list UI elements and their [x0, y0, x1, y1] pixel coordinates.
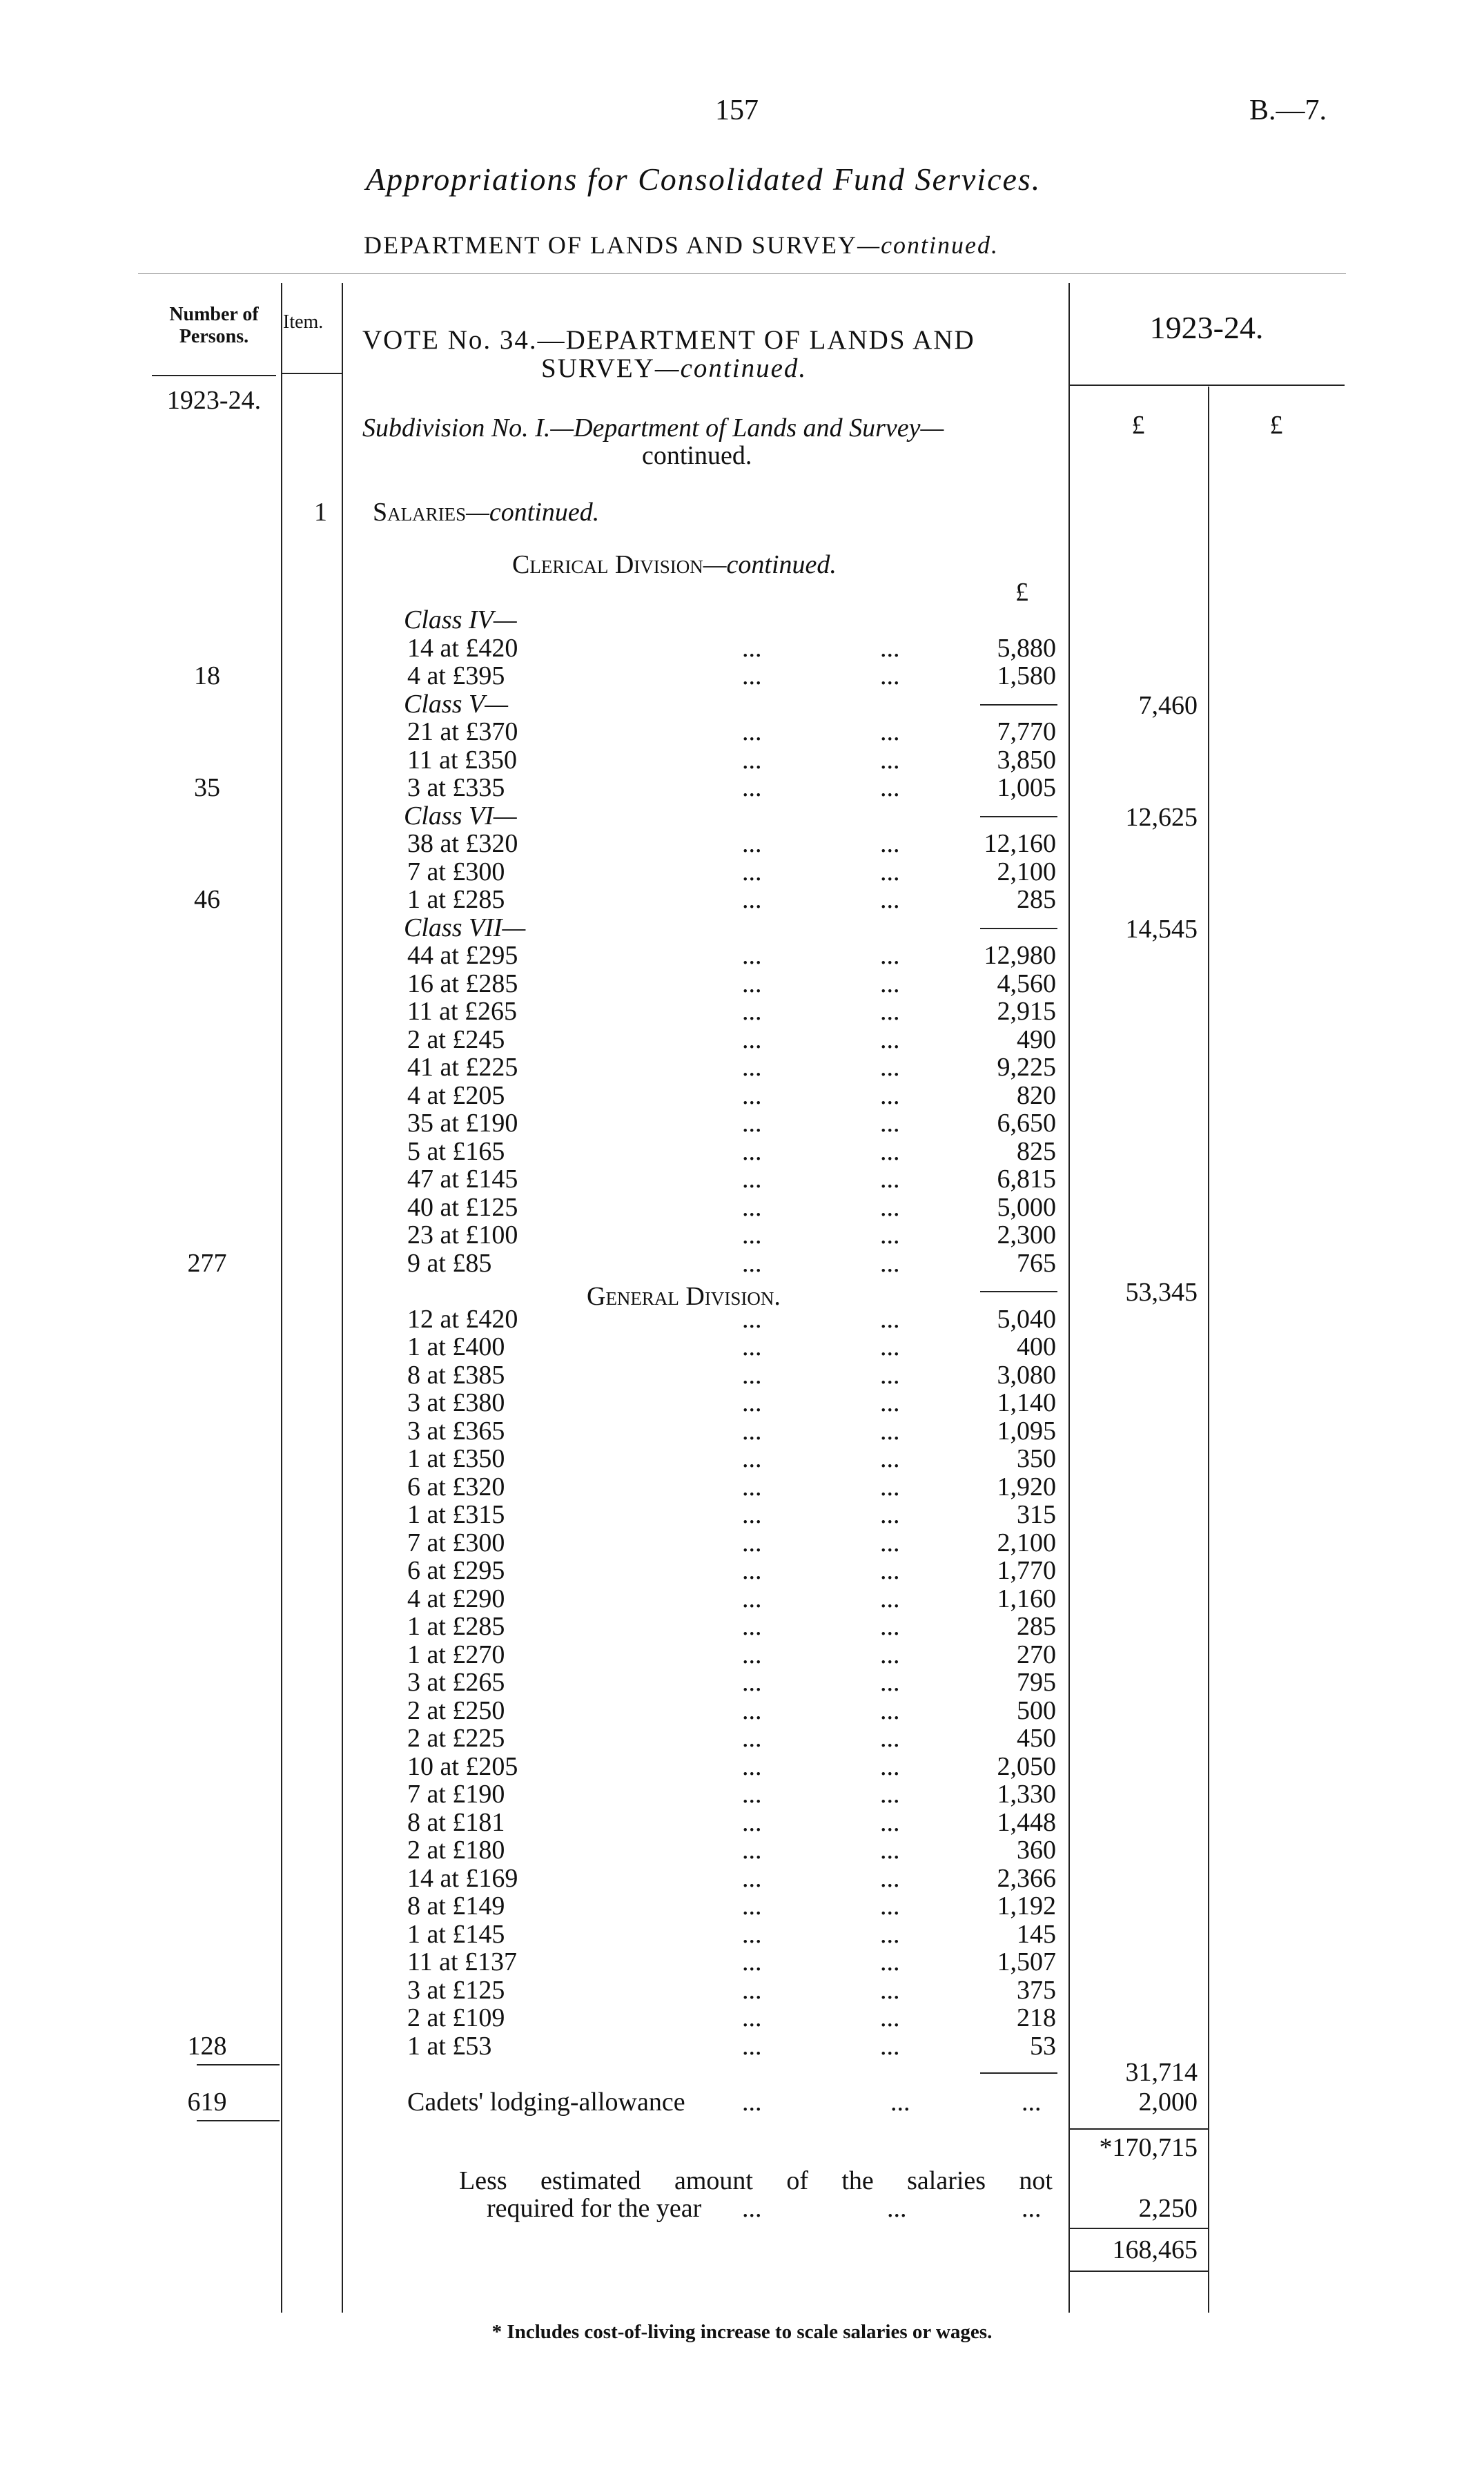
- leader-dots: ...: [742, 1360, 762, 1390]
- line-amount: 490: [1017, 1024, 1056, 1054]
- leader-dots: ...: [742, 773, 762, 802]
- leader-dots: ...: [880, 1080, 900, 1110]
- leader-dots: ...: [880, 1472, 900, 1501]
- line-amount: 5,040: [997, 1304, 1056, 1334]
- leader-dots: ...: [742, 1192, 762, 1222]
- salaries-continued: —continued.: [466, 498, 600, 527]
- line-amount: 285: [1017, 1612, 1056, 1641]
- class-label: Class VI—: [404, 801, 517, 830]
- line-amount: 1,095: [997, 1416, 1056, 1446]
- line-description: 2 at £225: [407, 1724, 505, 1753]
- leader-dots: ...: [880, 1053, 900, 1082]
- rule-item-box: [281, 373, 342, 374]
- line-description: 1 at £145: [407, 1919, 505, 1949]
- leader-dots: ...: [742, 1136, 762, 1166]
- leader-dots: ...: [880, 2031, 900, 2061]
- department-continued: —continued.: [857, 231, 999, 259]
- leader-dots: ...: [742, 2031, 762, 2061]
- leader-dots: ...: [880, 2003, 900, 2032]
- table-top-rule: [138, 273, 1346, 274]
- leader-dots: ...: [742, 829, 762, 858]
- leader-dots: ...: [742, 1584, 762, 1613]
- leader-dots: ...: [880, 857, 900, 886]
- line-description: 40 at £125: [407, 1192, 518, 1222]
- line-description: 4 at £290: [407, 1584, 505, 1613]
- rule-item-right: [342, 283, 343, 2313]
- leader-dots: ...: [880, 1975, 900, 2005]
- line-description: 2 at £109: [407, 2003, 505, 2032]
- leader-dots: ...: [742, 1080, 762, 1110]
- rule-item-left: [281, 283, 282, 2313]
- line-amount: 360: [1017, 1836, 1056, 1865]
- leader-dots: ...: [742, 1444, 762, 1473]
- leader-dots: ...: [880, 1668, 900, 1697]
- leader-dots: ...: [880, 661, 900, 690]
- leader-dots: ...: [880, 633, 900, 663]
- line-description: 2 at £180: [407, 1836, 505, 1865]
- less-line1: Less estimated amount of the salaries not: [459, 2166, 1053, 2195]
- line-description: 6 at £295: [407, 1556, 505, 1585]
- leader-dots: ...: [742, 1053, 762, 1082]
- leader-dots: ...: [742, 1221, 762, 1250]
- leader-dots: ...: [880, 1136, 900, 1166]
- net-total: 168,465: [1112, 2235, 1198, 2264]
- line-description: 8 at £181: [407, 1807, 505, 1837]
- leader-dots: ...: [880, 1584, 900, 1613]
- leader-dots: ...: [880, 1416, 900, 1446]
- leader-dots: ...: [880, 1248, 900, 1278]
- leader-dots: ...: [742, 1751, 762, 1781]
- leader-dots: ...: [880, 1724, 900, 1753]
- line-description: 12 at £420: [407, 1304, 518, 1334]
- line-amount: 400: [1017, 1332, 1056, 1361]
- class-label: Class VII—: [404, 913, 526, 942]
- line-description: 38 at £320: [407, 829, 518, 858]
- leader-dots: ...: [742, 1919, 762, 1949]
- line-description: 8 at £149: [407, 1892, 505, 1921]
- class-persons: 18: [194, 661, 220, 690]
- leader-dots: ...: [1022, 2194, 1042, 2223]
- vote-heading-line2: [541, 355, 807, 382]
- line-amount: 1,507: [997, 1947, 1056, 1976]
- leader-dots: ...: [880, 1444, 900, 1473]
- line-amount: 2,100: [997, 857, 1056, 886]
- line-amount: 820: [1017, 1080, 1056, 1110]
- leader-dots: ...: [887, 2194, 907, 2223]
- leader-dots: ...: [880, 1388, 900, 1417]
- line-description: 1 at £400: [407, 1332, 505, 1361]
- line-description: 1 at £285: [407, 1612, 505, 1641]
- amount-rule: [980, 1291, 1057, 1292]
- total-rule-bottom: [1068, 2271, 1208, 2272]
- line-amount: 6,650: [997, 1109, 1056, 1138]
- pound-column-2: £: [1269, 411, 1283, 440]
- page-number: 157: [715, 95, 759, 126]
- leader-dots: ...: [742, 997, 762, 1026]
- amount-rule: [980, 2072, 1057, 2074]
- line-amount: 1,330: [997, 1780, 1056, 1809]
- leader-dots: ...: [880, 1807, 900, 1837]
- department-name: DEPARTMENT OF LANDS AND SURVEY: [364, 231, 858, 259]
- line-amount: 1,920: [997, 1472, 1056, 1501]
- cadets-label: Cadets' lodging-allowance: [407, 2087, 685, 2117]
- line-amount: 2,050: [997, 1751, 1056, 1781]
- cadets-persons: 619: [187, 2087, 227, 2117]
- line-description: 6 at £320: [407, 1472, 505, 1501]
- line-description: 44 at £295: [407, 941, 518, 970]
- line-description: 16 at £285: [407, 969, 518, 998]
- salaries-label: Salaries: [373, 498, 467, 527]
- line-amount: 5,000: [997, 1192, 1056, 1222]
- leader-dots: ...: [880, 885, 900, 914]
- line-amount: 3,080: [997, 1360, 1056, 1390]
- footnote: * Includes cost-of-living increase to scale salaries or wages.: [491, 2321, 993, 2343]
- leader-dots: ...: [742, 1556, 762, 1585]
- leader-dots: ...: [742, 885, 762, 914]
- leader-dots: ...: [880, 1528, 900, 1557]
- line-description: 11 at £350: [407, 745, 518, 775]
- line-amount: 3,850: [997, 745, 1056, 775]
- general-subtotal: 31,714: [1125, 2058, 1198, 2087]
- leader-dots: ...: [880, 717, 900, 746]
- line-amount: 9,225: [997, 1053, 1056, 1082]
- leader-dots: ...: [742, 1416, 762, 1446]
- leader-dots: ...: [880, 1751, 900, 1781]
- line-amount: 285: [1017, 885, 1056, 914]
- line-description: 23 at £100: [407, 1221, 518, 1250]
- line-amount: 450: [1017, 1724, 1056, 1753]
- persons-header-text: Number of Persons.: [169, 304, 259, 347]
- leader-dots: ...: [742, 1472, 762, 1501]
- leader-dots: ...: [880, 1836, 900, 1865]
- leader-dots: ...: [880, 773, 900, 802]
- line-description: 14 at £169: [407, 1863, 518, 1893]
- clerical-label: Clerical Division: [512, 550, 703, 579]
- vote-heading-survey: SURVEY: [541, 353, 655, 383]
- class-persons: 277: [187, 1248, 227, 1278]
- leader-dots: ...: [880, 745, 900, 775]
- leader-dots: ...: [742, 1304, 762, 1334]
- page-title: Appropriations for Consolidated Fund Services.: [366, 162, 1042, 197]
- line-amount: 1,140: [997, 1388, 1056, 1417]
- line-description: 2 at £245: [407, 1024, 505, 1054]
- leader-dots: ...: [880, 941, 900, 970]
- class-subtotal: 12,625: [1125, 802, 1198, 832]
- line-description: 7 at £300: [407, 1528, 505, 1557]
- line-description: 3 at £365: [407, 1416, 505, 1446]
- leader-dots: ...: [880, 1109, 900, 1138]
- line-amount: 315: [1017, 1500, 1056, 1529]
- class-label: Class V—: [404, 689, 508, 719]
- class-label: Class IV—: [404, 605, 517, 634]
- leader-dots: ...: [880, 1360, 900, 1390]
- clerical-heading: [512, 551, 837, 579]
- line-amount: 1,770: [997, 1556, 1056, 1585]
- class-persons: 35: [194, 773, 220, 802]
- year-column-header: 1923-24.: [1149, 310, 1264, 345]
- leader-dots: ...: [880, 1024, 900, 1054]
- line-description: 10 at £205: [407, 1751, 518, 1781]
- leader-dots: ...: [742, 1528, 762, 1557]
- leader-dots: ...: [880, 1612, 900, 1641]
- line-amount: 2,100: [997, 1528, 1056, 1557]
- line-description: 4 at £395: [407, 661, 505, 690]
- leader-dots: ...: [742, 2087, 762, 2117]
- line-description: 11 at £265: [407, 997, 518, 1026]
- persons-year-label: 1923-24.: [166, 386, 262, 415]
- less-amount: 2,250: [1138, 2194, 1198, 2223]
- rule-amount-middle: [1208, 387, 1209, 2313]
- leader-dots: ...: [742, 1863, 762, 1893]
- general-persons: 128: [187, 2031, 227, 2061]
- leader-dots: ...: [742, 1332, 762, 1361]
- leader-dots: ...: [742, 1807, 762, 1837]
- line-description: 3 at £265: [407, 1668, 505, 1697]
- line-amount: 2,915: [997, 997, 1056, 1026]
- leader-dots: ...: [742, 1836, 762, 1865]
- leader-dots: ...: [880, 1192, 900, 1222]
- item-number: 1: [314, 498, 327, 527]
- leader-dots: ...: [742, 969, 762, 998]
- line-amount: 1,160: [997, 1584, 1056, 1613]
- leader-dots: ...: [742, 1500, 762, 1529]
- line-amount: 6,815: [997, 1165, 1056, 1194]
- line-amount: 4,560: [997, 969, 1056, 998]
- document-reference: B.—7.: [1249, 95, 1327, 126]
- leader-dots: ...: [880, 1500, 900, 1529]
- department-heading: [364, 231, 999, 259]
- leader-dots: ...: [880, 997, 900, 1026]
- amount-rule: [980, 816, 1057, 817]
- leader-dots: ...: [880, 1919, 900, 1949]
- total-rule: [1068, 2228, 1208, 2229]
- line-description: 7 at £300: [407, 857, 505, 886]
- line-description: 7 at £190: [407, 1780, 505, 1809]
- line-amount: 270: [1017, 1640, 1056, 1669]
- leader-dots: ...: [742, 1640, 762, 1669]
- item-column-header: Item.: [283, 311, 324, 333]
- line-description: 1 at £315: [407, 1500, 505, 1529]
- leader-dots: ...: [742, 717, 762, 746]
- leader-dots: ...: [1022, 2087, 1042, 2117]
- line-description: 3 at £335: [407, 773, 505, 802]
- line-description: 35 at £190: [407, 1109, 518, 1138]
- line-description: 1 at £270: [407, 1640, 505, 1669]
- line-amount: 12,160: [984, 829, 1056, 858]
- leader-dots: ...: [742, 1024, 762, 1054]
- leader-dots: ...: [742, 857, 762, 886]
- total-rule: [1068, 2128, 1208, 2130]
- general-heading: General Division.: [587, 1282, 781, 1311]
- line-amount: 2,300: [997, 1221, 1056, 1250]
- line-description: 14 at £420: [407, 633, 518, 663]
- line-description: 3 at £380: [407, 1388, 505, 1417]
- leader-dots: ...: [742, 2003, 762, 2032]
- leader-dots: ...: [742, 1892, 762, 1921]
- line-description: 8 at £385: [407, 1360, 505, 1390]
- vote-heading-continued: —continued.: [654, 353, 808, 383]
- persons-column-header: [152, 304, 276, 348]
- leader-dots: ...: [880, 1304, 900, 1334]
- line-amount: 795: [1017, 1668, 1056, 1697]
- amount-rule: [980, 704, 1057, 706]
- leader-dots: ...: [880, 1165, 900, 1194]
- clerical-continued: —continued.: [703, 550, 837, 579]
- leader-dots: ...: [880, 969, 900, 998]
- line-amount: 7,770: [997, 717, 1056, 746]
- line-amount: 218: [1017, 2003, 1056, 2032]
- persons-rule: [197, 2064, 280, 2065]
- leader-dots: ...: [742, 745, 762, 775]
- pound-column-1: £: [1131, 411, 1145, 440]
- salaries-heading: [373, 498, 599, 526]
- subdivision-line2: continued.: [642, 441, 752, 470]
- leader-dots: ...: [742, 1975, 762, 2005]
- line-amount: 375: [1017, 1975, 1056, 2005]
- leader-dots: ...: [742, 1780, 762, 1809]
- leader-dots: ...: [742, 1109, 762, 1138]
- leader-dots: ...: [742, 1695, 762, 1725]
- line-amount: 53: [1030, 2031, 1056, 2061]
- line-description: 3 at £125: [407, 1975, 505, 2005]
- line-amount: 1,192: [997, 1892, 1056, 1921]
- leader-dots: ...: [880, 1695, 900, 1725]
- leader-dots: ...: [742, 661, 762, 690]
- line-amount: 350: [1017, 1444, 1056, 1473]
- leader-dots: ...: [742, 1248, 762, 1278]
- leader-dots: ...: [880, 1780, 900, 1809]
- line-description: 11 at £137: [407, 1947, 518, 1976]
- line-description: 41 at £225: [407, 1053, 518, 1082]
- leader-dots: ...: [880, 1947, 900, 1976]
- line-description: 9 at £85: [407, 1248, 492, 1278]
- line-amount: 1,580: [997, 661, 1056, 690]
- leader-dots: ...: [880, 1892, 900, 1921]
- leader-dots: ...: [742, 1724, 762, 1753]
- leader-dots: ...: [742, 941, 762, 970]
- line-description: 5 at £165: [407, 1136, 505, 1166]
- line-description: 2 at £250: [407, 1695, 505, 1725]
- vote-heading-line1: VOTE No. 34.—DEPARTMENT OF LANDS AND: [362, 325, 975, 355]
- persons-rule: [197, 2120, 280, 2121]
- leader-dots: ...: [742, 1612, 762, 1641]
- line-amount: 765: [1017, 1248, 1056, 1278]
- detail-pound-sign: £: [1015, 578, 1028, 607]
- line-amount: 145: [1017, 1919, 1056, 1949]
- class-subtotal: 53,345: [1125, 1278, 1198, 1307]
- leader-dots: ...: [880, 829, 900, 858]
- line-description: 1 at £53: [407, 2031, 492, 2061]
- leader-dots: ...: [880, 1863, 900, 1893]
- line-description: 4 at £205: [407, 1080, 505, 1110]
- rule-persons-header: [152, 375, 276, 376]
- leader-dots: ...: [880, 1556, 900, 1585]
- less-line2: required for the year: [487, 2194, 702, 2223]
- subdivision-line1: Subdivision No. I.—Department of Lands and Survey—: [362, 414, 944, 443]
- leader-dots: ...: [890, 2087, 910, 2117]
- rule-year-header: [1068, 385, 1345, 386]
- line-amount: 12,980: [984, 941, 1056, 970]
- class-subtotal: 7,460: [1138, 690, 1198, 720]
- class-subtotal: 14,545: [1125, 914, 1198, 944]
- leader-dots: ...: [880, 1640, 900, 1669]
- leader-dots: ...: [742, 633, 762, 663]
- leader-dots: ...: [880, 1332, 900, 1361]
- line-description: 47 at £145: [407, 1165, 518, 1194]
- amount-rule: [980, 928, 1057, 929]
- leader-dots: ...: [880, 1221, 900, 1250]
- leader-dots: ...: [742, 1388, 762, 1417]
- leader-dots: ...: [742, 1947, 762, 1976]
- cadets-amount: 2,000: [1138, 2087, 1198, 2117]
- line-description: 1 at £350: [407, 1444, 505, 1473]
- line-amount: 1,005: [997, 773, 1056, 802]
- leader-dots: ...: [742, 1165, 762, 1194]
- leader-dots: ...: [742, 2194, 762, 2223]
- line-amount: 825: [1017, 1136, 1056, 1166]
- line-amount: 1,448: [997, 1807, 1056, 1837]
- gross-total: *170,715: [1099, 2132, 1198, 2162]
- line-amount: 2,366: [997, 1863, 1056, 1893]
- line-description: 1 at £285: [407, 885, 505, 914]
- line-amount: 5,880: [997, 633, 1056, 663]
- line-description: 21 at £370: [407, 717, 518, 746]
- line-amount: 500: [1017, 1695, 1056, 1725]
- leader-dots: ...: [742, 1668, 762, 1697]
- class-persons: 46: [194, 885, 220, 914]
